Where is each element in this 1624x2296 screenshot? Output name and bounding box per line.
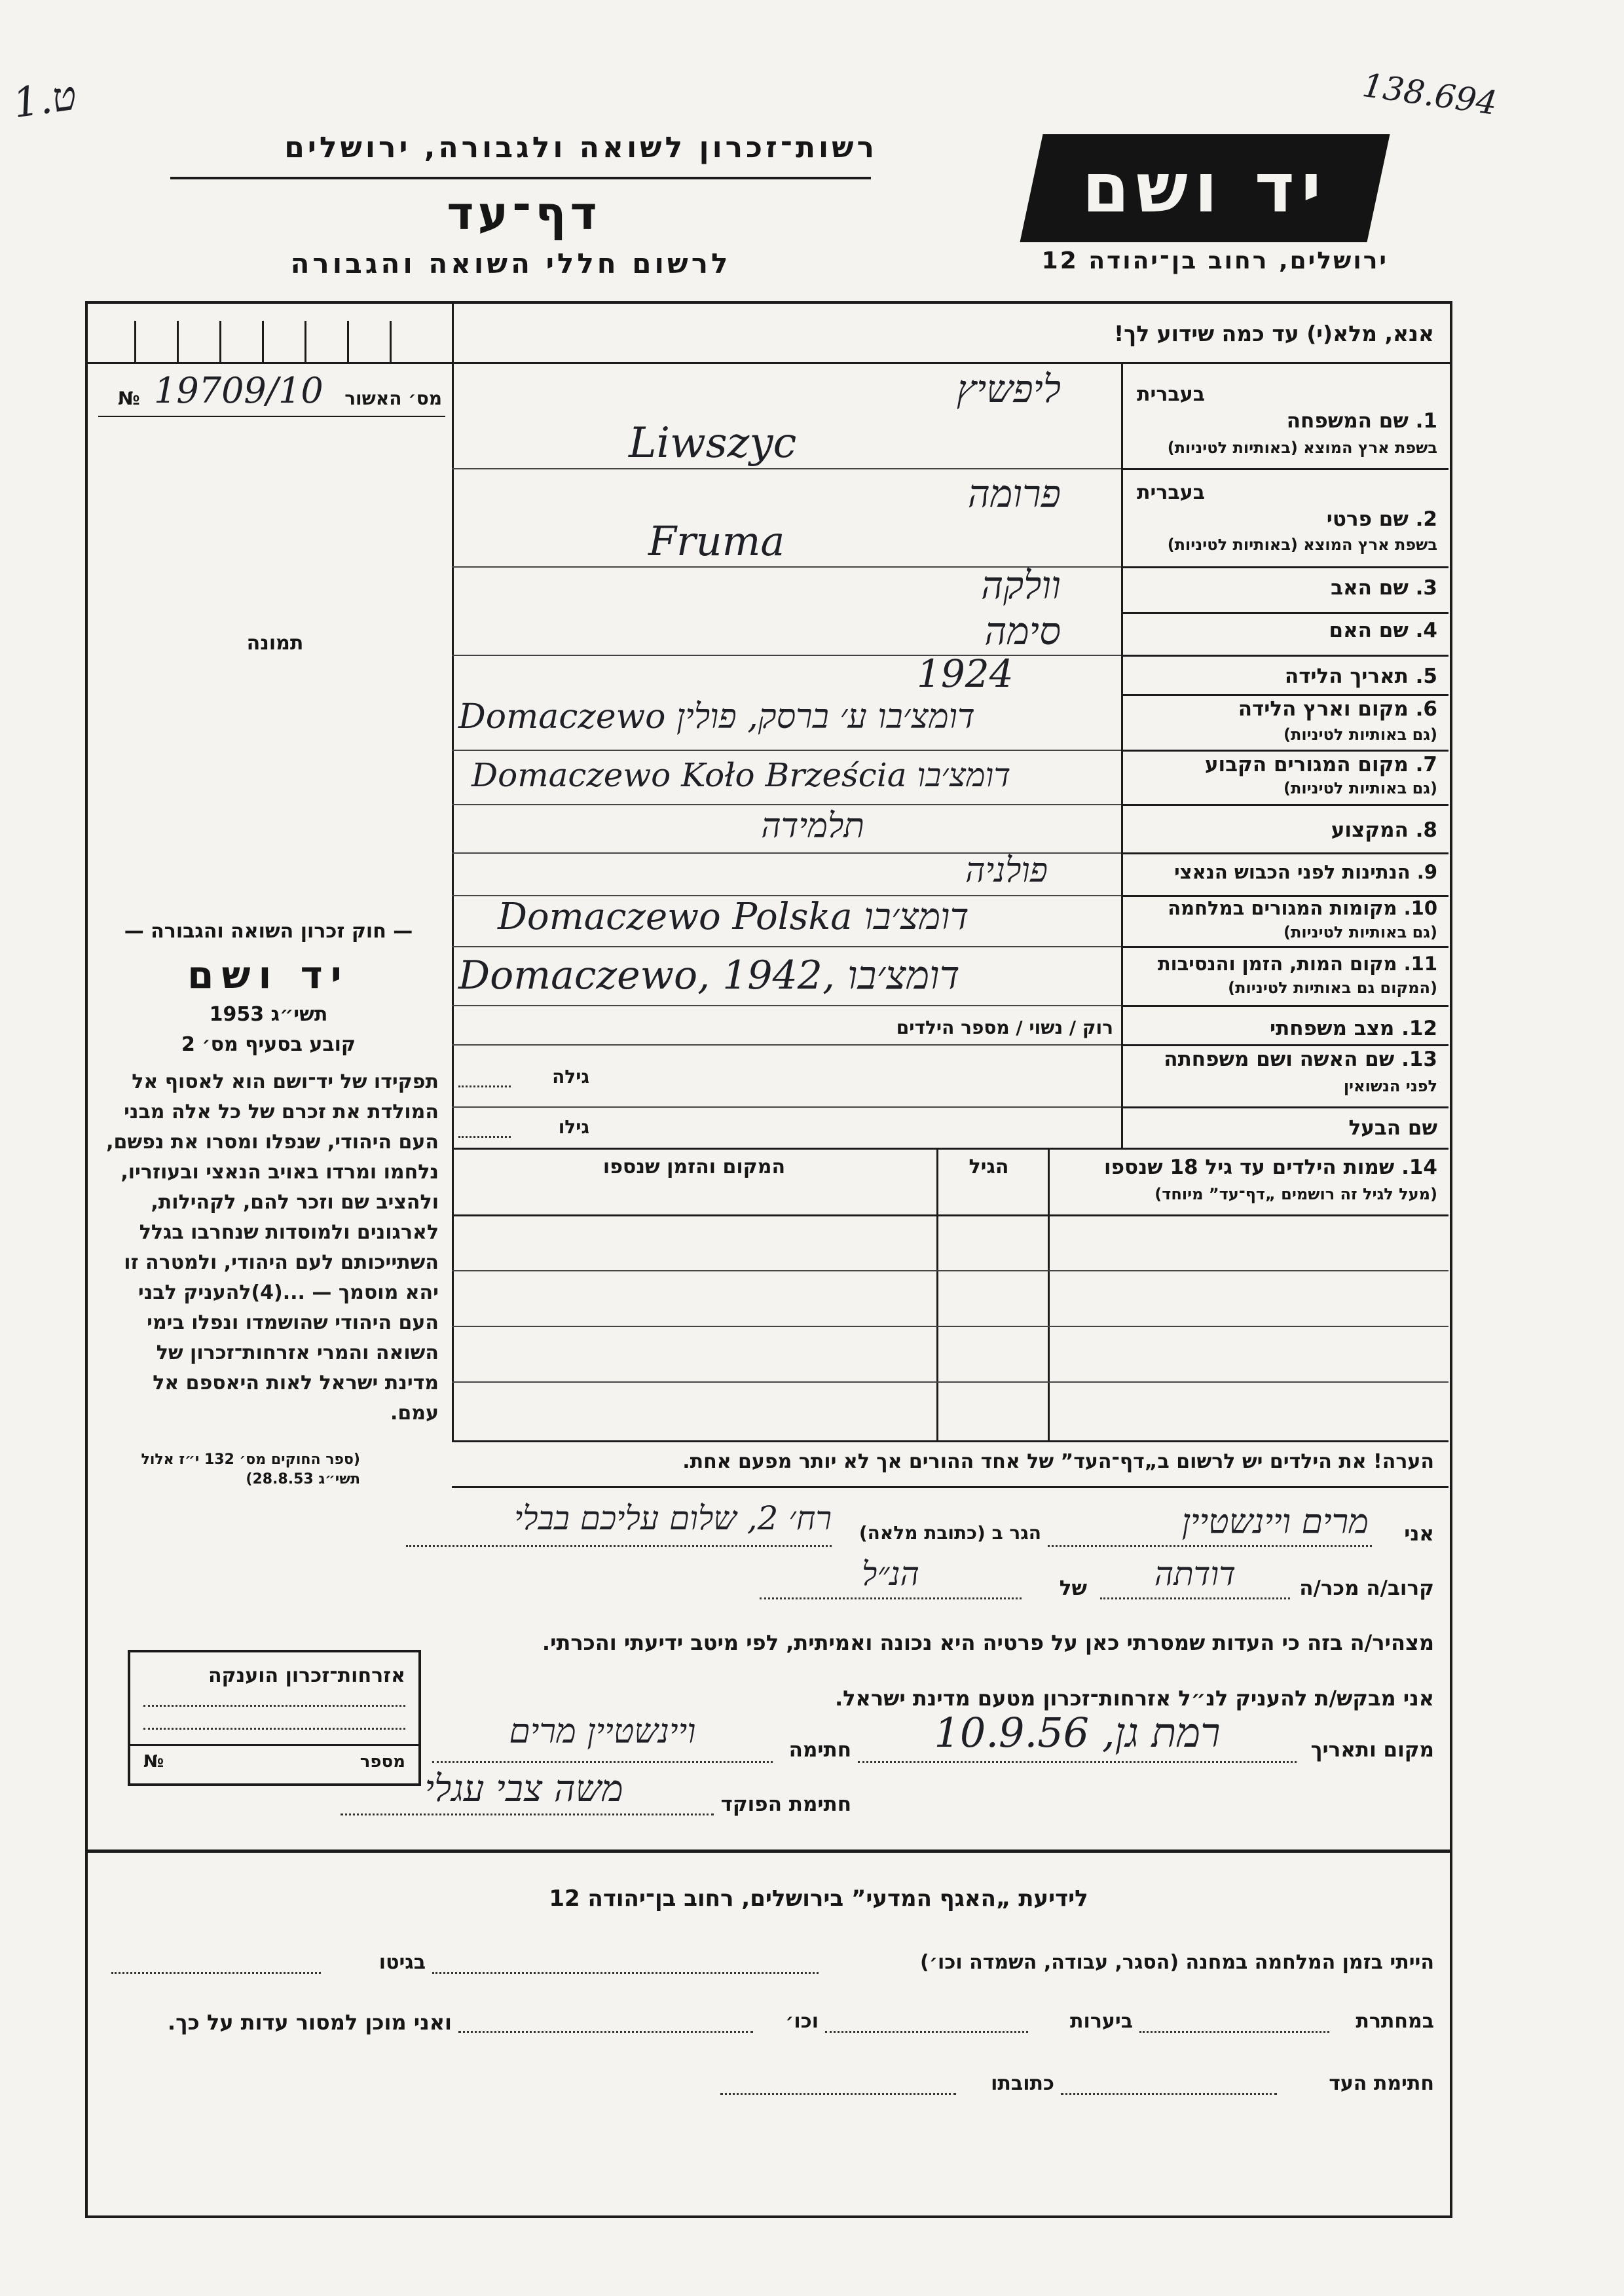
field-number: 4.	[1415, 619, 1437, 642]
relation-label: קרוב/ה מכר/ה	[1299, 1576, 1434, 1600]
citizenship-box-rule	[143, 1705, 405, 1707]
footer-camp-field[interactable]	[432, 1972, 819, 1974]
approval-label: מס׳ האשור	[344, 388, 442, 409]
field-given-name-label	[1133, 507, 1437, 531]
row-divider	[1121, 1106, 1449, 1108]
photo-placeholder-label: תמונה	[246, 632, 304, 655]
law-body-text: תפקידו של יד־ושם הוא לאסוף אל המולדת את זכרם של כל אלה מבני העם היהודי, שנפלו ומסרו את נפשם, נלחמו ומרדו באויב הנאצי ובעוזריו, ולהציב שם וזכר להם, לקהילות, לארגונים ולמוסדות שנחרבו בגלל השתייכותם לעם היהודי, ולמטרה זו יהא מוסמך — ...(4)להעניק לבני העם היהודי שהושמדו ונפלו בימי השואה והמרי אזרחות־זכרון של מדינת ישראל לאות היאספם אל עמם.	[106, 1070, 439, 1425]
field-number: 2.	[1415, 507, 1437, 531]
field-wife-sub: לפני הנשואין	[1343, 1077, 1437, 1095]
footer-forest-label: ביערות	[1070, 2010, 1133, 2033]
address-line: ירושלים, רחוב בן־יהודה 12	[1041, 247, 1388, 274]
field-number: 12.	[1401, 1017, 1437, 1040]
footer-ghetto-label: בגיטו	[378, 1951, 426, 1974]
nationality-value[interactable]: פולניה	[965, 851, 1048, 890]
row-divider	[1121, 852, 1449, 854]
field-birthplace-sub: (גם באותיות לטיניות)	[1283, 725, 1437, 744]
tick	[262, 321, 264, 362]
declarant-signature[interactable]: ויינשטיין מרים	[509, 1712, 696, 1751]
field-wartime-residence-label	[1126, 897, 1437, 919]
marital-status-options[interactable]: רוק / נשוי / מספר הילדים	[896, 1017, 1113, 1038]
footer-underground-field[interactable]	[1139, 2031, 1329, 2033]
field-label: שמות הילדים עד גיל 18 שנספו	[1104, 1156, 1395, 1179]
footer-witness-signature-label: חתימת העד	[1329, 2072, 1434, 2095]
field-birth-date-label	[1133, 665, 1437, 688]
children-row[interactable]	[452, 1270, 1449, 1271]
field-label: מקומות המגורים במלחמה	[1168, 897, 1397, 919]
children-bottom-rule	[452, 1440, 1449, 1442]
citizenship-box-number-label: מספר	[360, 1752, 405, 1772]
corner-annotation-left: 1.ט	[10, 71, 80, 128]
field-number: 8.	[1415, 818, 1437, 842]
top-row-divider	[85, 362, 1450, 364]
given-name-hebrew-value[interactable]: פרומה	[967, 471, 1061, 516]
tick	[304, 321, 306, 362]
yad-vashem-logo	[1020, 134, 1390, 242]
value-rule	[452, 1044, 1121, 1046]
field-given-name-sub: בשפת ארץ המוצא (באותיות לטיניות)	[1167, 536, 1437, 554]
field-label: שם האב	[1331, 576, 1409, 600]
field-label: הנתינות לפני הכבוש הנאצי	[1174, 861, 1411, 883]
field-number: 7.	[1415, 753, 1437, 776]
wartime-residence-value[interactable]: Domaczewo Polska דומצ׳בו	[498, 896, 969, 938]
officer-rule	[341, 1813, 714, 1815]
declarant-name[interactable]: מרים ויינשטיין	[1181, 1503, 1369, 1542]
officer-label: חתימת הפוקד	[720, 1793, 851, 1816]
wife-age-field[interactable]	[458, 1085, 511, 1087]
address-label: הגר ב (כתובת מלאה)	[858, 1522, 1041, 1544]
field-label: שם האם	[1329, 619, 1409, 642]
field-father-label	[1133, 576, 1437, 600]
footer-etc-label: וכו׳	[785, 2010, 819, 2033]
footer-witness-signature-field[interactable]	[1061, 2093, 1277, 2095]
wife-age-label: גילה	[552, 1066, 589, 1087]
field-number: 11.	[1403, 953, 1437, 975]
form-title: דף־עד	[447, 187, 601, 240]
field-husband-label: שם הבעל	[1348, 1116, 1437, 1140]
field-birthplace-label	[1133, 697, 1437, 721]
header-underline	[170, 177, 871, 179]
law-clause: קובע בסעיף מס׳ 2	[181, 1033, 356, 1056]
authority-name: רשות־זכרון לשואה ולגבורה, ירושלים	[284, 131, 877, 164]
father-name-value[interactable]: וולקה	[981, 563, 1061, 608]
label-column-divider	[1121, 362, 1123, 1148]
logo-text: יד ושם	[1082, 148, 1328, 228]
archive-number-annotation: 138.694	[1359, 65, 1500, 123]
field-label: מקום המגורים הקבוע	[1204, 753, 1409, 776]
footer-underground-label: במחתרת	[1356, 2010, 1434, 2033]
children-note: הערה! את הילדים יש לרשום ב„דף־העד” של אחד ההורים אך לא יותר מפעם אחת.	[682, 1450, 1434, 1473]
citizenship-box-no: №	[143, 1752, 164, 1772]
value-rule	[452, 750, 1121, 751]
field-wartime-residence-sub: (גם באותיות לטיניות)	[1283, 923, 1437, 941]
hebrew-tag: בעברית	[1137, 383, 1205, 406]
footer-title: לידיעת „האגף המדעי” בירושלים, רחוב בן־יהודה 12	[549, 1886, 1088, 1912]
law-year: תשי״ג 1953	[209, 1003, 328, 1026]
husband-age-label: גילו	[558, 1116, 589, 1138]
sidebar-logo: יד ושם	[187, 953, 350, 997]
field-residence-label	[1133, 753, 1437, 776]
value-rule	[452, 655, 1121, 656]
approval-rule	[98, 416, 445, 417]
form-subtitle: לרשום חללי השואה והגבורה	[290, 247, 731, 280]
approval-prefix: №	[118, 388, 140, 409]
officer-signature[interactable]: משה צבי עגלי	[424, 1768, 623, 1810]
tick	[347, 321, 349, 362]
field-number: 14.	[1401, 1156, 1437, 1179]
field-label: שם האשה ושם משפחתה	[1164, 1048, 1395, 1071]
footer-testimony-statement: ואני מוכן למסור עדות על כך.	[167, 2010, 452, 2035]
field-label: שם פרטי	[1326, 507, 1409, 531]
relation-value[interactable]: דודתה	[1154, 1555, 1236, 1593]
of-label: של	[1059, 1576, 1087, 1600]
mother-name-value[interactable]: סימה	[984, 609, 1061, 653]
field-death-label	[1126, 953, 1437, 975]
children-row[interactable]	[452, 1381, 1449, 1383]
footer-witness-address-label: כתובתו	[991, 2072, 1054, 2095]
row-divider	[1121, 804, 1449, 806]
relation-rule	[1100, 1597, 1290, 1599]
value-rule	[452, 804, 1121, 805]
row-divider	[1121, 468, 1449, 470]
citizenship-box-title: אזרחות־זכרון הוענקה	[208, 1664, 405, 1687]
field-wife-label	[1126, 1048, 1437, 1071]
field-residence-sub: (גם באותיות לטיניות)	[1283, 779, 1437, 797]
field-number: 9.	[1416, 861, 1437, 883]
field-family-name-label	[1133, 409, 1437, 433]
tick	[134, 321, 136, 362]
citizenship-granted-box	[128, 1650, 421, 1786]
law-reference: (ספר החוקים מס׳ 132 י״ז אלול תשי״ג 28.8.53)	[141, 1451, 360, 1487]
row-divider	[452, 1148, 1449, 1150]
value-rule	[452, 468, 1121, 469]
children-col-divider	[1048, 1148, 1050, 1440]
field-profession-label	[1133, 818, 1437, 842]
instruction-text: אנא, מלא(י) עד כמה שידוע לך!	[1114, 321, 1434, 346]
value-rule	[452, 1005, 1121, 1006]
field-label: המקצוע	[1331, 818, 1409, 842]
field-number: 3.	[1415, 576, 1437, 600]
truth-statement: מצהיר/ה בזה כי העדות שמסרתי כאן על פרטיה היא נכונה ואמיתית, לפי מיטב ידיעתי והכרתי.	[542, 1630, 1434, 1655]
children-row[interactable]	[452, 1326, 1449, 1327]
place-date-value[interactable]: רמת גן, 10.9.56	[934, 1709, 1221, 1757]
signature-label: חתימה	[788, 1738, 851, 1762]
citizenship-box-rule	[143, 1728, 405, 1730]
row-divider	[1121, 612, 1449, 614]
field-label: מקום המות, הזמן והנסיבות	[1157, 953, 1397, 975]
death-details-value[interactable]: Domaczewo, 1942, דומצ׳בו	[458, 953, 960, 998]
field-label: שם המשפחה	[1286, 409, 1409, 433]
field-death-sub: (המקום גם באותיות לטיניות)	[1228, 979, 1437, 997]
footer-witness-address-field[interactable]	[720, 2093, 956, 2095]
husband-age-field[interactable]	[458, 1136, 511, 1138]
birthplace-value[interactable]: Domaczewo דומצ׳בו ע׳ ברסק, פולין	[458, 697, 975, 737]
field-number: 13.	[1401, 1048, 1437, 1071]
place-date-rule	[858, 1761, 1297, 1763]
row-divider	[1121, 694, 1449, 696]
field-number: 1.	[1415, 409, 1437, 433]
footer-divider	[85, 1850, 1450, 1853]
citizenship-box-divider	[130, 1744, 418, 1746]
children-section-label	[1048, 1156, 1437, 1179]
declarant-rule	[1048, 1545, 1372, 1547]
of-rule	[760, 1597, 1022, 1599]
footer-ghetto-field[interactable]	[111, 1972, 321, 1974]
row-divider	[1121, 566, 1449, 568]
law-title: — חוק זכרון השואה והגבורה —	[124, 920, 413, 943]
row-divider	[1121, 1005, 1449, 1007]
row-divider	[1121, 655, 1449, 657]
row-divider	[1121, 946, 1449, 948]
value-rule	[452, 1106, 1121, 1108]
approval-number[interactable]: 19709/10	[154, 370, 323, 411]
field-number: 6.	[1415, 697, 1437, 721]
field-marital-label	[1133, 1017, 1437, 1040]
family-name-latin-value[interactable]: Liwszyc	[629, 419, 797, 467]
value-rule	[452, 946, 1121, 947]
family-name-hebrew-value[interactable]: ליפשיץ	[956, 367, 1061, 411]
footer-forest-field[interactable]	[825, 2031, 1028, 2033]
tick	[177, 321, 179, 362]
place-date-label: מקום ותאריך	[1310, 1738, 1434, 1762]
field-label: מקום וארץ הלידה	[1238, 697, 1409, 721]
children-place-header: המקום והזמן שנספו	[602, 1156, 786, 1178]
residence-value[interactable]: Domaczewo Koło Brześcia דומצ׳בו	[471, 756, 1011, 794]
given-name-latin-value[interactable]: Fruma	[648, 517, 785, 565]
children-col-divider	[936, 1148, 938, 1440]
signature-rule	[432, 1761, 773, 1763]
field-family-name-sub: בשפת ארץ המוצא (באותיות לטיניות)	[1167, 439, 1437, 457]
declarant-label: אני	[1404, 1522, 1434, 1546]
tick	[390, 321, 392, 362]
footer-etc-field[interactable]	[458, 2031, 753, 2033]
sidebar-divider	[452, 301, 454, 1440]
citizenship-request: אני מבקש/ת להעניק לנ״ל אזרחות־זכרון מטעם מדינת ישראל.	[835, 1686, 1434, 1711]
field-mother-label	[1133, 619, 1437, 642]
row-divider	[1121, 750, 1449, 752]
field-nationality-label	[1126, 861, 1437, 883]
field-label: תאריך הלידה	[1284, 665, 1409, 688]
field-number: 10.	[1403, 897, 1437, 919]
hebrew-tag: בעברית	[1137, 481, 1205, 504]
declarant-address[interactable]: רח׳ 2, שלום עליכם בבלי	[514, 1499, 832, 1537]
field-label: מצב משפחתי	[1269, 1017, 1395, 1040]
of-value[interactable]: הנ״ל	[862, 1555, 919, 1593]
children-age-header: הגיל	[969, 1156, 1009, 1178]
children-section-sub: (מעל לגיל זה רושמים „דף־עד” מיוחד)	[1154, 1185, 1437, 1203]
address-rule	[406, 1545, 832, 1547]
note-rule	[452, 1486, 1449, 1488]
field-number: 5.	[1415, 665, 1437, 688]
birth-date-value[interactable]: 1924	[917, 651, 1014, 696]
profession-value[interactable]: תלמידה	[761, 807, 864, 846]
tick	[219, 321, 221, 362]
footer-line1-camp-label: הייתי בזמן המלחמה במחנה (הסגר, עבודה, השמדה וכו׳)	[920, 1951, 1434, 1974]
row-divider	[1121, 1044, 1449, 1046]
children-header-rule	[452, 1214, 1449, 1216]
